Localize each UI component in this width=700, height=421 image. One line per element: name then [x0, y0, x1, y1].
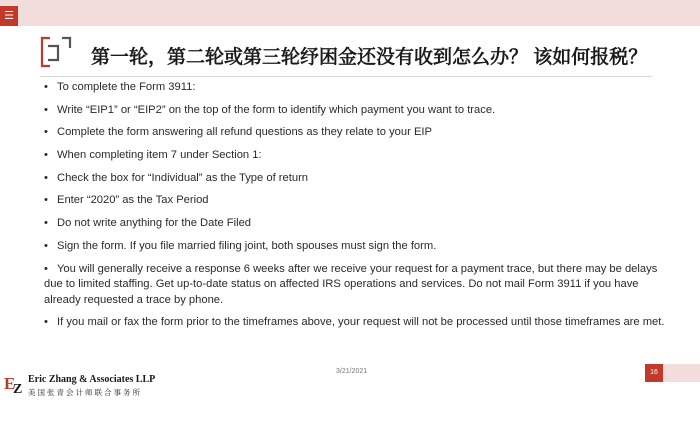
firm-name-chinese: 美国张青会计师联合事务所 — [28, 388, 142, 397]
hamburger-icon[interactable]: ☰ — [0, 6, 18, 26]
list-item: • Do not write anything for the Date Filed — [44, 217, 252, 230]
list-item: • To complete the Form 3911: — [44, 81, 196, 93]
page-title: 第一轮，第二轮或第三轮纾困金还没有收到怎么办？ 该如何报税？ — [91, 47, 648, 68]
list-item: • When completing item 7 under Section 1: — [44, 149, 262, 162]
list-item: • Write “EIP1” or “EIP2” on the top of the form to identify which payment you want to trace. — [44, 103, 496, 116]
list-item: • Check the box for “Individual” as the Type of return — [44, 171, 309, 184]
slide-date: 3/21/2021 — [336, 368, 368, 375]
bottom-strip — [663, 364, 700, 382]
list-item: • If you mail or fax the form prior to the timeframes above, your request will not be processed until those timeframes are met. — [44, 316, 665, 329]
firm-logo-icon — [4, 372, 26, 394]
page-number: 16 — [645, 364, 663, 382]
svg-text:Z: Z — [13, 382, 23, 394]
firm-name: Eric Zhang & Associates LLP — [28, 374, 156, 385]
bracket-logo-icon — [40, 36, 72, 68]
title-divider — [40, 76, 652, 77]
list-item: • You will generally receive a response 6 weeks after we receive your request for a payment trace, but there may be delays due to limited staffing. Get up-to-date status on affected IRS operations and services. Do not mail Form 3911 if you have already requested a trace by phone. — [44, 262, 658, 306]
list-item: • Enter “2020” as the Tax Period — [44, 194, 209, 207]
bullet-list — [44, 80, 676, 338]
list-item: • Complete the form answering all refund questions as they relate to your EIP — [44, 126, 432, 139]
top-bar — [0, 0, 700, 26]
list-item: • Sign the form. If you file married filing joint, both spouses must sign the form. — [44, 239, 437, 252]
svg-text:E: E — [4, 374, 16, 393]
